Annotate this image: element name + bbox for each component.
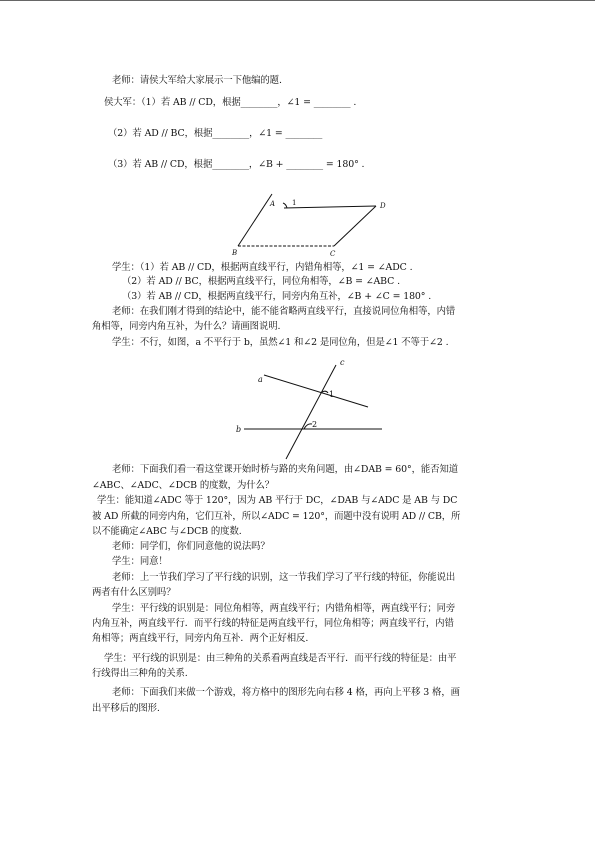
side-ad	[284, 206, 376, 208]
vertex-label-b: B	[232, 249, 238, 257]
text-line: （2）若 AD // BC，根据两直线平行，同位角相等，∠B = ∠ABC .	[122, 276, 400, 287]
parallelogram-figure	[226, 190, 396, 260]
text-line: 老师：同学们，你们同意他的说法吗？	[112, 541, 270, 552]
line-label-c: c	[340, 358, 345, 367]
text-line: 两者有什么区别吗？	[92, 587, 176, 598]
angle-arc-2	[304, 424, 312, 429]
angle-arc-1	[283, 203, 287, 208]
text-line: （3）若 AB // CD，根据两直线平行，同旁内角互补，∠B + ∠C = 180° .	[122, 291, 432, 302]
text-line: 学生：同意！	[112, 556, 168, 567]
text-line: 老师：上一节我们学习了平行线的识别，这一节我们学习了平行线的特征，你能说出	[112, 572, 456, 583]
text-line: 出平移后的图形.	[92, 703, 160, 714]
text-line: 被 AD 所截的同旁内角，它们互补，所以∠ADC = 120°，而题中没有说明 AD // CB，所	[92, 511, 461, 522]
angle-label-1: 1	[329, 390, 335, 399]
text-line: 老师：请侯大军给大家展示一下他编的题.	[112, 75, 282, 86]
vertex-label-d: D	[380, 202, 386, 210]
text-line: 学生：平行线的识别是：由三种角的关系看两直线是否平行．而平行线的特征是：由平	[104, 653, 457, 664]
text-line: 学生：（1）若 AB // CD，根据两直线平行，内错角相等，∠1 = ∠ADC .	[112, 262, 413, 273]
text-line: 老师：在我们刚才得到的结论中，能不能省略两直线平行，直接说同位角相等，内错	[112, 306, 456, 317]
side-ab	[238, 194, 272, 246]
text-line: 老师：下面我们看一看这堂课开始时桥与路的夹角问题，由∠DAB = 60°，能否知道	[112, 464, 458, 475]
text-line: 学生：不行，如图，a 不平行于 b，虽然∠1 和∠2 是同位角，但是∠1 不等于∠2 .	[112, 337, 449, 348]
text-line: 侯大军：（1）若 AB // CD，根据________，∠1 = ________ .	[104, 97, 357, 108]
transversal-figure	[228, 355, 388, 460]
side-cd	[334, 206, 376, 246]
text-line: 行线得出三种角的关系.	[92, 668, 188, 679]
line-label-b: b	[236, 425, 242, 434]
line-label-a: a	[258, 375, 263, 384]
text-line: （2）若 AD // BC，根据________，∠1 = ________	[108, 128, 323, 139]
text-line: 老师：下面我们来做一个游戏，将方格中的图形先向右移 4 格，再向上平移 3 格，画	[112, 687, 460, 698]
text-line: 以不能确定∠ABC 与∠DCB 的度数.	[92, 526, 242, 537]
text-line: （3）若 AB // CD，根据________，∠B + ________ = 180° .	[108, 159, 365, 170]
text-line: 内角互补，两直线平行．而平行线的特征是两直线平行，同位角相等；两直线平行，内错	[92, 618, 454, 629]
page-top-rule	[0, 0, 595, 1]
angle-label-1: 1	[292, 199, 297, 207]
angle-label-2: 2	[312, 420, 318, 429]
text-line: 角相等；两直线平行，同旁内角互补．两个正好相反.	[92, 633, 309, 644]
vertex-label-c: C	[330, 250, 336, 258]
text-line: 角相等，同旁内角互补，为什么？请画图说明.	[92, 321, 281, 332]
text-line: ∠ABC、∠ADC、∠DCB 的度数，为什么？	[92, 480, 275, 491]
text-line: 学生：平行线的识别是：同位角相等，两直线平行；内错角相等，两直线平行；同旁	[112, 603, 456, 614]
text-line: 学生：能知道∠ADC 等于 120°，因为 AB 平行于 DC，∠DAB 与∠ADC 是 AB 与 DC	[97, 495, 458, 506]
line-c	[286, 365, 336, 459]
vertex-label-a: A	[270, 200, 276, 208]
